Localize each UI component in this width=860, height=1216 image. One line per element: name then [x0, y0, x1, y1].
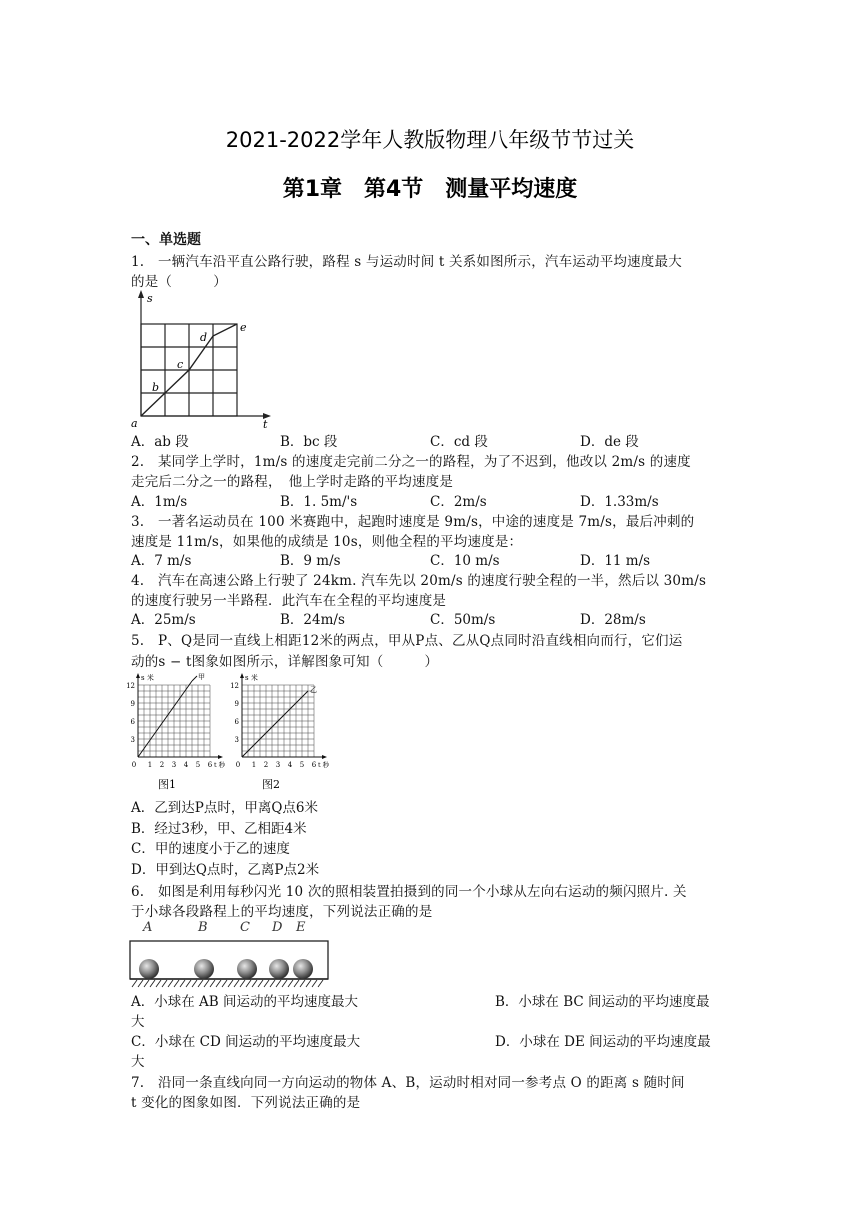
photo-label-e: E [296, 920, 306, 935]
q1-option-a[interactable]: A．ab 段 [131, 434, 189, 450]
point-c-label: c [177, 358, 184, 371]
question-6-text: 6. 如图是利用每秒闪光 10 次的照相装置拍摄到的同一个小球从左向右运动的频闪照片. 关 [131, 884, 687, 900]
point-d-label: d [200, 331, 208, 344]
q2-option-a[interactable]: A．1m/s [131, 494, 188, 510]
question-2-text-cont: 走完后二分之一的路程， 他上学时走路的平均速度是 [131, 474, 454, 490]
fig1-x-tick: 2 [159, 761, 165, 769]
section-heading: 一、单选题 [131, 232, 201, 248]
question-4-text-cont: 的速度行驶另一半路程．此汽车在全程的平均速度是 [131, 593, 447, 609]
fig1-y-tick: 12 [126, 682, 135, 690]
q3-option-d[interactable]: D．11 m/s [580, 553, 651, 569]
document-title: 2021-2022学年人教版物理八年级节节过关 [225, 128, 635, 152]
q4-option-d[interactable]: D．28m/s [580, 612, 646, 628]
question-6-text-cont: 于小球各段路程上的平均速度，下列说法正确的是 [131, 904, 433, 920]
fig2-x-tick: 2 [263, 761, 269, 769]
fig1-x-label: t 秒 [214, 761, 226, 769]
q5-figure-2 [230, 672, 330, 794]
q3-option-b[interactable]: B．9 m/s [280, 553, 341, 569]
q1-y-axis-label: s [147, 292, 153, 305]
q4-option-a[interactable]: A．25m/s [131, 612, 196, 628]
fig2-x-tick: 4 [287, 761, 293, 769]
fig2-y-tick: 12 [230, 682, 239, 690]
photo-label-c: C [240, 920, 250, 935]
question-5-text: 5. P、Q是同一直线上相距12米的两点，甲从P点、乙从Q点同时沿直线相向而行，它们运 [131, 633, 683, 649]
fig2-x-tick: 5 [299, 761, 305, 769]
fig2-caption: 图2 [262, 778, 280, 791]
fig1-y-tick: 3 [130, 736, 135, 744]
q1-option-d[interactable]: D．de 段 [580, 434, 639, 450]
point-a-label: a [131, 417, 138, 428]
question-7-text: 7. 沿同一条直线向同一方向运动的物体 A、B，运动时相对同一参考点 O 的距离 s 随时间 [131, 1075, 685, 1091]
question-7-text-cont: t 变化的图象如图．下列说法正确的是 [131, 1095, 361, 1111]
fig2-y-tick: 9 [234, 700, 239, 708]
question-5-text-cont: 动的s − t图象如图所示，详解图象可知（ ） [131, 654, 439, 670]
q2-option-b[interactable]: B．1. 5m/'s [280, 494, 358, 510]
q2-option-c[interactable]: C．2m/s [430, 494, 487, 510]
q6-option-b[interactable]: B．小球在 BC 间运动的平均速度最 [495, 994, 710, 1010]
q1-x-axis-label: t [263, 418, 268, 428]
fig1-series-label: 甲 [198, 673, 205, 681]
q3-option-a[interactable]: A．7 m/s [131, 553, 192, 569]
q5-option-d[interactable]: D．甲到达Q点时，乙离P点2米 [131, 862, 320, 878]
fig1-x-tick: 5 [195, 761, 201, 769]
fig2-x-tick: 3 [275, 761, 281, 769]
q6-strobe-photo [126, 916, 332, 992]
fig2-x-tick: 1 [251, 761, 257, 769]
question-3-text-cont: 速度是 11m/s，如果他的成绩是 10s，则他全程的平均速度是： [131, 534, 523, 550]
photo-label-d: D [272, 920, 283, 935]
document-subtitle: 第1章 第4节 测量平均速度 [282, 177, 578, 202]
fig1-x-tick: 1 [147, 761, 153, 769]
q6-option-c[interactable]: C．小球在 CD 间运动的平均速度最大 [131, 1034, 361, 1050]
fig2-x-tick: 0 [235, 761, 241, 769]
question-1-text: 1. 一辆汽车沿平直公路行驶，路程 s 与运动时间 t 关系如图所示，汽车运动平均速度最大 [131, 254, 682, 270]
fig1-x-tick: 6 [207, 761, 213, 769]
question-1-figure [125, 288, 275, 428]
fig2-x-label: t 秒 [318, 761, 330, 769]
point-e-label: e [240, 321, 247, 334]
q5-option-b[interactable]: B．经过3秒，甲、乙相距4米 [131, 821, 307, 837]
q5-figure-1 [126, 672, 226, 794]
fig2-y-tick: 6 [234, 718, 239, 726]
fig2-x-tick: 6 [311, 761, 317, 769]
q6-option-a[interactable]: A．小球在 AB 间运动的平均速度最大 [131, 994, 359, 1010]
q6-option-d[interactable]: D．小球在 DE 间运动的平均速度最 [495, 1034, 711, 1050]
photo-label-b: B [198, 920, 208, 935]
q3-option-c[interactable]: C．10 m/s [430, 553, 500, 569]
question-2-text: 2. 某同学上学时，1m/s 的速度走完前二分之一的路程，为了不迟到，他改以 2m/s 的速度 [131, 454, 691, 470]
q1-option-b[interactable]: B．bc 段 [280, 434, 338, 450]
fig1-y-tick: 6 [130, 718, 135, 726]
question-1-text-cont: 的是（ ） [131, 274, 227, 290]
fig1-x-tick: 0 [131, 761, 137, 769]
question-4-text: 4. 汽车在高速公路上行驶了 24km. 汽车先以 20m/s 的速度行驶全程的一半，然后以 30m/s [131, 573, 707, 589]
question-3-text: 3. 一著名运动员在 100 米赛跑中，起跑时速度是 9m/s，中途的速度是 7m/s，最后冲刺的 [131, 514, 695, 530]
q6-option-d-wrap: 大 [131, 1054, 145, 1070]
fig1-x-tick: 4 [183, 761, 189, 769]
q1-option-c[interactable]: C．cd 段 [430, 434, 488, 450]
fig2-y-label: s 米 [245, 674, 258, 682]
point-b-label: b [152, 381, 160, 394]
q4-option-c[interactable]: C．50m/s [430, 612, 496, 628]
fig1-y-tick: 9 [130, 700, 135, 708]
q2-option-d[interactable]: D．1.33m/s [580, 494, 659, 510]
q4-option-b[interactable]: B．24m/s [280, 612, 345, 628]
fig1-y-label: s 米 [141, 674, 154, 682]
photo-label-a: A [143, 920, 153, 935]
q5-option-a[interactable]: A．乙到达P点时，甲离Q点6米 [131, 800, 318, 816]
q5-option-c[interactable]: C．甲的速度小于乙的速度 [131, 841, 290, 857]
q6-option-b-wrap: 大 [131, 1014, 145, 1030]
fig2-series-label: 乙 [310, 686, 317, 694]
fig1-x-tick: 3 [171, 761, 177, 769]
fig2-y-tick: 3 [234, 736, 239, 744]
fig1-caption: 图1 [158, 778, 176, 791]
